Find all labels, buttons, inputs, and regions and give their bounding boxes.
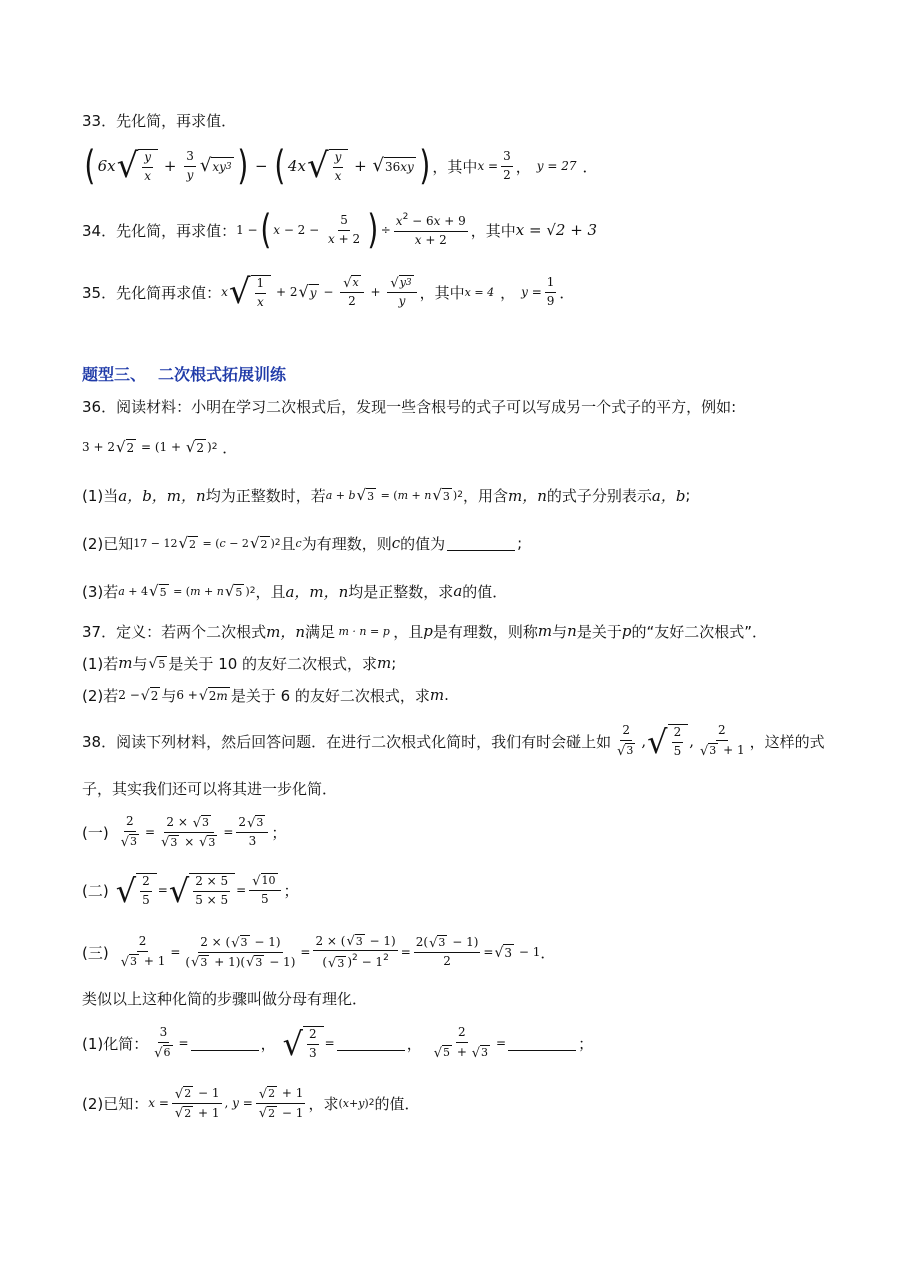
- q38-p1-comma-2: ，: [406, 1034, 422, 1053]
- q36-p2-mid2: 为有理数，则: [301, 534, 392, 553]
- q37-l1-end: 的“友好二次根式”．: [631, 622, 767, 641]
- section-heading: [82, 362, 865, 385]
- q36-p2-answer-blank[interactable]: [447, 536, 515, 551]
- q36-part1: (1)当 a，b，m，n 均为正整数时，若 a + b √ 3 = ( m + n √ 3 ) 2 ，用含 m，n 的式子分别表示 a，b ;: [82, 485, 691, 505]
- q36-p1-end: 的式子分别表示: [546, 486, 652, 505]
- q35-end: ．: [559, 283, 575, 302]
- q38-case3-dot: ．: [540, 943, 556, 962]
- q38-l1-text: 38．阅读下列材料，然后回答问题．在进行二次根式化简时，我们有时会碰上如: [82, 732, 612, 751]
- q37-l2-semicolon: ;: [391, 654, 397, 672]
- q36-p1-prefix: (1)当: [82, 486, 119, 505]
- q33-y: y = 27: [536, 159, 577, 173]
- q33-title: [82, 110, 865, 131]
- q36-p3-mid: ，且: [255, 582, 286, 601]
- q36-p2-mid: 且: [280, 534, 296, 553]
- q36-p1-post: ，用含: [462, 486, 508, 505]
- q38-case1-semicolon: ；: [271, 823, 287, 842]
- q37-l1-m: m: [537, 622, 553, 640]
- q38-p1-prefix: (1)化简：: [82, 1034, 149, 1053]
- q36-p2-semicolon: ;: [517, 534, 523, 552]
- q38-part1: (1)化简： 3 √ 6 = ， √ $\frac{2}{3}$ = ， 2 √ 5 + √ 3 = ；: [82, 1025, 594, 1064]
- q38-p1-answer-blank-2[interactable]: [337, 1036, 405, 1051]
- q37-l1-about: 是关于: [576, 622, 622, 641]
- q38-l1-end: ，这样的式: [749, 732, 825, 751]
- q37-l2-m2: m: [377, 654, 392, 672]
- q33-x-numerator: 3: [501, 150, 513, 167]
- q36-intro: [82, 396, 865, 417]
- q35-condition-label: ，其中: [419, 283, 465, 302]
- q37-l3-and: 与: [161, 686, 177, 705]
- q37-l1-p: p: [423, 622, 433, 640]
- q33-x: x =: [477, 159, 499, 173]
- q37-l1-n: n: [567, 622, 577, 640]
- q34-condition: x = √2 + 3: [515, 221, 598, 239]
- q38-case2-semicolon: ；: [283, 881, 299, 900]
- q38-part2: (2)已知： x = √ 2 − 1 √ 2 + 1 , y = √ 2 + 1 √ 2 − 1 ，求 ( x + y ) 2 的值．: [82, 1085, 420, 1122]
- q33-x-denominator: 2: [503, 167, 511, 182]
- q33-end: ．: [582, 157, 598, 176]
- q38-intro-line2: [82, 778, 865, 799]
- q38-l2-text: 子，其实我们还可以将其进一步化简．: [82, 780, 338, 798]
- q37-l1-p2: p: [621, 622, 632, 640]
- q37-l3-m: m: [429, 686, 445, 704]
- q36-p3-end: 的值．: [462, 582, 508, 601]
- q37-l3-prefix: (2)若: [82, 686, 119, 705]
- q33-condition-label: ，其中: [432, 157, 478, 176]
- section-subtitle: 二次根式拓展训练: [158, 365, 287, 384]
- q37-definition: 37．定义：若两个二次根式 m，n 满足 m · n = p ，且 p 是有理数，则称 m 与 n 是关于 p 的“友好二次根式”．: [82, 622, 767, 641]
- q36-part3: (3)若 a + 4 √ 5 = ( m + n √ 5 ) 2 ，且 a，m，n 均是正整数，求 a 的值．: [82, 581, 508, 601]
- q38-case2-label: (二): [82, 881, 109, 900]
- q37-l3-dot: .: [444, 686, 449, 704]
- q36-p3-a: a: [453, 582, 463, 600]
- q36-p3-prefix: (3)若: [82, 582, 119, 601]
- q38-p2-end: 的值．: [374, 1094, 420, 1113]
- q38-p2-mid: ，求: [308, 1094, 339, 1113]
- q36-p1-mn: m，n: [507, 486, 547, 505]
- q36-p2-prefix: (2)已知: [82, 534, 134, 553]
- q37-l2-end: 是关于 10 的友好二次根式，求: [168, 654, 378, 673]
- q33-expression: ( 6x √ $\frac{y}{x}$ + $\frac{3}{y}$ √ xy 3 ) − ( 4x √ $\frac{y}{x}$ + √ 36 xy ) ，其中 x = $\frac{3}{2}$ ， y = 27 ．: [84, 143, 598, 189]
- q36-p2-c: c: [295, 536, 302, 550]
- q37-l2-prefix: (1)若: [82, 654, 119, 673]
- q35-separator: ，: [500, 283, 516, 302]
- q38-p1-comma-1: ，: [260, 1034, 276, 1053]
- q38-case3-label: (三): [82, 943, 109, 962]
- q38-case1: (一) 2 √ 3 = 2 × √ 3 √ 3 × √ 3 = 2 √ 3 3 ；: [82, 814, 287, 851]
- q38-p1-answer-blank-3[interactable]: [508, 1036, 576, 1051]
- section-title: 题型三、: [82, 365, 147, 384]
- q38-p2-prefix: (2)已知：: [82, 1094, 149, 1113]
- q35-x: x = 4: [464, 285, 495, 299]
- q38-conclusion-text: 类似以上这种化简的步骤叫做分母有理化．: [82, 990, 368, 1008]
- q36-example: 3 + 2 √ 2 = (1 + √ 2 ) 2 ．: [82, 438, 238, 457]
- q34-line: 34．先化简，再求值： 1 − ( x − 2 − $\frac{5}{x + 2}$ ) ÷ $\frac{x^2 - 6x + 9}{x + 2}$ ，其中 x = √2 + 3: [82, 207, 598, 253]
- q33-separator: ，: [515, 157, 531, 176]
- q38-p1-semicolon: ；: [578, 1034, 594, 1053]
- q34-label: 34．先化简，再求值：: [82, 221, 237, 240]
- q37-l1-mid2: ，且: [393, 622, 424, 641]
- q35-label: 35．先化简再求值：: [82, 283, 222, 302]
- q36-p3-vars: a，m，n: [285, 582, 349, 601]
- q37-l1-mid: 满足: [304, 622, 335, 641]
- q36-p2-c2: c: [391, 534, 401, 552]
- q36-intro-text: 36．阅读材料：小明在学习二次根式后，发现一些含根号的式子可以写成另一个式子的平方，例如:: [82, 398, 737, 416]
- q33-label: 33．先化简，再求值．: [82, 112, 237, 130]
- q37-l2-and: 与: [132, 654, 148, 673]
- q36-p1-ab: a，b: [651, 486, 686, 505]
- q36-part2: (2)已知 17 − 12 √ 2 = ( c − 2 √ 2 ) 2 且 c 为有理数，则 c 的值为 ;: [82, 533, 523, 553]
- q38-conclusion: [82, 988, 865, 1009]
- q37-l3-end: 是关于 6 的友好二次根式，求: [230, 686, 430, 705]
- q38-case3: (三) 2 √ 3 + 1 = 2 × ( √ 3 − 1) ( √ 3 + 1)( √ 3 − 1) = 2 × ( √ 3 − 1) ( √ 3 )$^2 - 1^2$ = 2( √ 3 − 1) 2 = √ 3 − 1 ．: [82, 933, 556, 972]
- q36-p3-mid2: 均是正整数，求: [348, 582, 454, 601]
- q37-l2-m: m: [118, 654, 133, 672]
- q35-y-denominator: 9: [546, 293, 555, 308]
- q38-case1-label: (一): [82, 823, 109, 842]
- q34-condition-label: ，其中: [470, 221, 516, 240]
- q38-intro: 38．阅读下列材料，然后回答问题．在进行二次根式化简时，我们有时会碰上如 2 √ 3 , √ $\frac{2}{5}$ , 2 √ 3 + 1 ，这样的式: [82, 723, 825, 762]
- q36-p2-end: 的值为: [400, 534, 446, 553]
- q38-case2: (二) √ $\frac{2}{5}$ = √ $\frac{2 \times 5}{5 \times 5}$ = √ 10 5 ；: [82, 872, 299, 911]
- q35-y-numerator: 1: [545, 276, 557, 293]
- q37-l1-and: 与: [552, 622, 568, 641]
- q37-l1-mid3: 是有理数，则称: [432, 622, 538, 641]
- q36-p1-mid: 均为正整数时，若: [205, 486, 326, 505]
- q37-part2: (2)若 2 − √ 2 与 6 + √ 2 m 是关于 6 的友好二次根式，求 m .: [82, 686, 449, 705]
- q36-p1-semicolon: ;: [685, 486, 691, 504]
- q35-line: 35．先化简再求值： x √ $\frac{1}{x}$ + 2 √ y − √ x 2 + √ y 3 y ，其中 x = 4 ， y = $\frac{1}{9}$ ．: [82, 272, 575, 313]
- q36-p1-vars: a，b，m，n: [118, 486, 206, 505]
- q37-l1-prefix: 37．定义：若两个二次根式: [82, 622, 267, 641]
- q38-p1-answer-blank-1[interactable]: [191, 1036, 259, 1051]
- q37-part1: (1)若 m 与 √ 5 是关于 10 的友好二次根式，求 m ;: [82, 654, 397, 673]
- q37-l1-mn: m，n: [266, 622, 305, 641]
